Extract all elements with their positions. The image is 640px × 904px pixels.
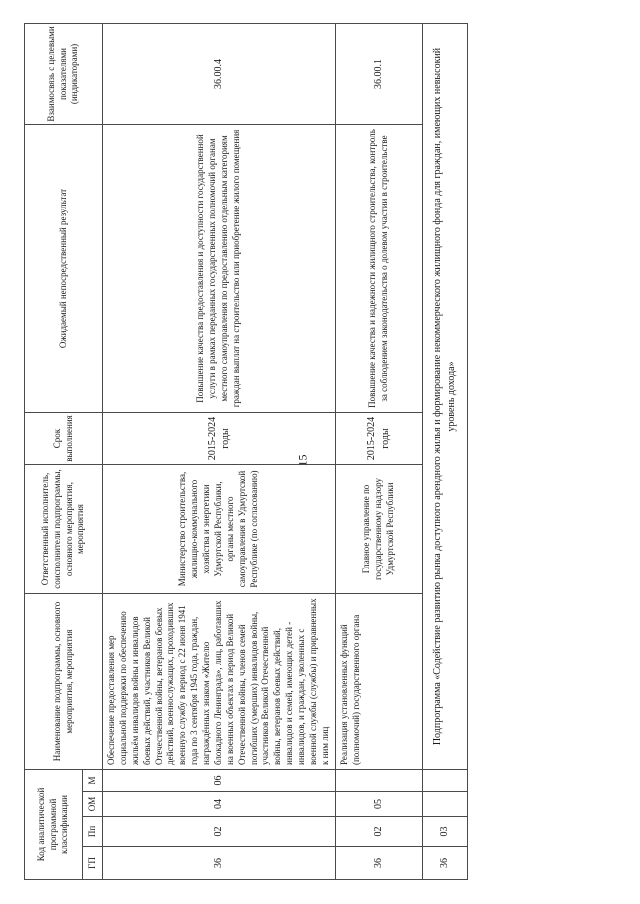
cell-name: Реализация установленных функций (полномочий) государственного органа: [335, 594, 422, 770]
cell-pp: 02: [103, 817, 336, 847]
table-row: [103, 24, 336, 880]
page-number: 15: [295, 454, 310, 467]
header-gp: ГП: [83, 847, 103, 880]
header-m: М: [83, 770, 103, 792]
header-code: Код аналитической программной классификации: [25, 770, 83, 880]
cell-result: Повышение качества предоставления и доступности государственной услуги в рамках переданных государственных полномочий органам местного самоуправления по предоставлению отдельным категориям граждан выплат на строительство или приобретение жилого помещения: [103, 125, 336, 413]
header-name: Наименование подпрограммы, основного мероприятия, мероприятия: [25, 594, 103, 770]
cell-pp: 02: [335, 817, 422, 847]
cell-result: Повышение качества и надежности жилищного строительства, контроль за соблюдением законодательства о долевом участии в строительстве: [335, 125, 422, 413]
header-pp: Пп: [83, 817, 103, 847]
table-row: [422, 24, 467, 880]
header-link: Взаимосвязь с целевыми показателями (индикаторами): [25, 24, 103, 125]
cell-name: Обеспечение предоставления мер социальной поддержки по обеспечению жильём инвалидов войны и инвалидов боевых действий, участников Великой Отечественной войны, ветеранов боевых действий, военнослужащих, проходивших военную службу в период с 22 июня 1941 года по 3 сентября 1945 года, граждан, награждённых знаком «Жителю блокадного Ленинграда», лиц, работавших на военных объектах в период Великой Отечественной войны, членов семей погибших (умерших) инвалидов войны, участников Великой Отечественной войны, ветеранов боевых действий, инвалидов и семей, имеющих детей - инвалидов, и граждан, уволенных с военной службы (службы) и приравненных к ним лиц: [103, 594, 336, 770]
table-row: [335, 24, 422, 880]
cell-om: 04: [103, 792, 336, 817]
cell-gp: 36: [103, 847, 336, 880]
program-table: [24, 23, 468, 880]
cell-m: [422, 770, 467, 792]
cell-pp: 03: [422, 817, 467, 847]
cell-m: [335, 770, 422, 792]
rotated-table-container: [24, 24, 500, 880]
cell-m: 06: [103, 770, 336, 792]
cell-om: [422, 792, 467, 817]
header-result: Ожидаемый непосредственный результат: [25, 125, 103, 413]
cell-link: 36.00.1: [335, 24, 422, 125]
cell-om: 05: [335, 792, 422, 817]
header-om: ОМ: [83, 792, 103, 817]
cell-responsible: Министерство строительства, жилищно-коммунального хозяйства и энергетики Удмуртской Республики, органы местного самоуправления в Удмуртской Республике (по согласованию): [103, 465, 336, 594]
cell-responsible: Главное управление по государственному надзору Удмуртской Республики: [335, 465, 422, 594]
cell-subprogram-title: Подпрограмма «Содействие развитию рынка доступного арендного жилья и формирование некоммерческого жилищного фонда для граждан, имеющих невысокий уровень дохода»: [422, 24, 467, 770]
cell-term: 2015-2024 годы: [103, 413, 336, 465]
cell-link: 36.00.4: [103, 24, 336, 125]
cell-gp: 36: [335, 847, 422, 880]
cell-term: 2015-2024 годы: [335, 413, 422, 465]
header-responsible: Ответственный исполнитель, соисполнители подпрограммы, основного мероприятия, мероприятия: [25, 465, 103, 594]
header-term: Срок выполнения: [25, 413, 103, 465]
cell-gp: 36: [422, 847, 467, 880]
